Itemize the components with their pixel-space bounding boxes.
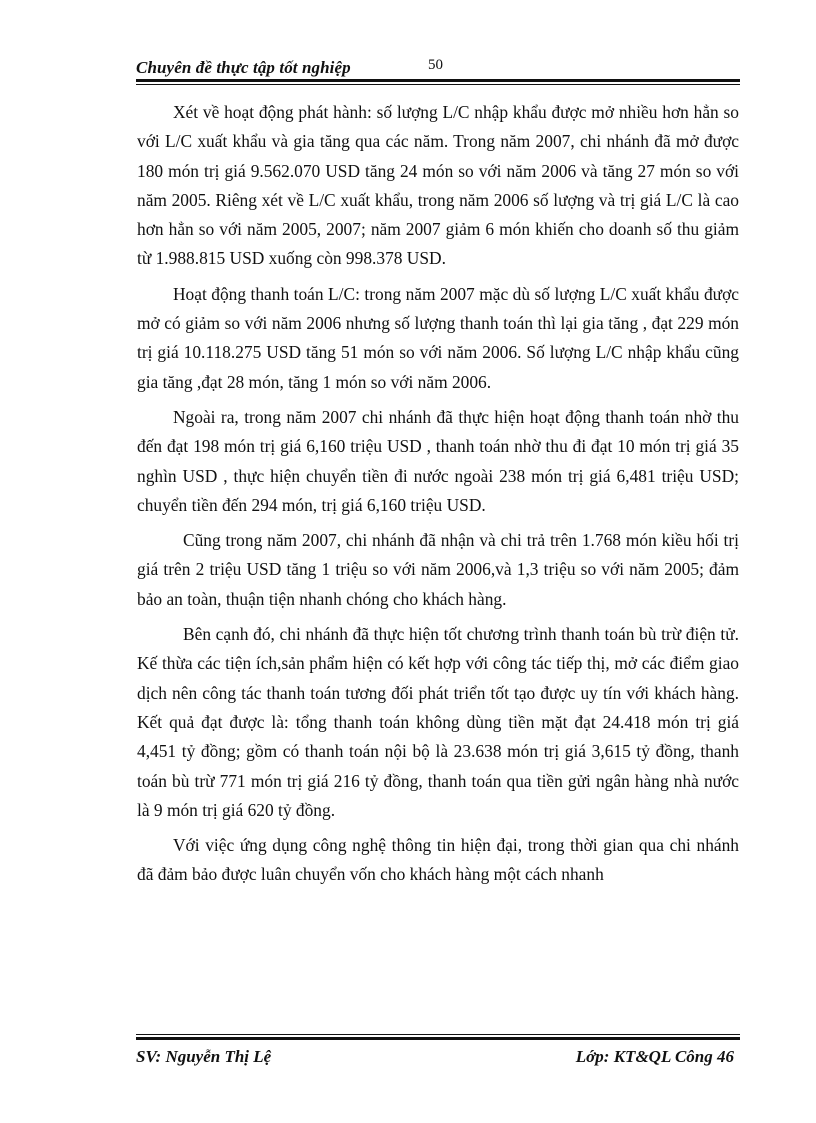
page-footer [136,1047,740,1071]
paragraph-remittances: Cũng trong năm 2007, chi nhánh đã nhận và chi trả trên 1.768 món kiều hối trị giá trên 2 triệu USD tăng 1 triệu so với năm 2006,và 1,3 triệu so với năm 2005; đảm bảo an toàn, thuận tiện nhanh chóng cho khách hàng. [137,530,739,609]
paragraph-collections-transfers: Ngoài ra, trong năm 2007 chi nhánh đã thực hiện hoạt động thanh toán nhờ thu đến đạt 198 món trị giá 6,160 triệu USD , thanh toán nhờ thu đi đạt 10 món trị giá 35 nghìn USD , thực hiện chuyển tiền đi nước ngoài 238 món trị giá 6,481 triệu USD; chuyển tiền đến 294 món, trị giá 6,160 triệu USD. [137,406,739,515]
paragraph-lc-payment: Hoạt động thanh toán L/C: trong năm 2007 mặc dù số lượng L/C xuất khẩu được mở có giảm so với năm 2006 nhưng số lượng thanh toán thì lại gia tăng , đạt 229 món trị giá 10.118.275 USD tăng 51 món so với năm 2006. Số lượng L/C nhập khẩu cũng gia tăng ,đạt 28 món, tăng 1 món so với năm 2006. [137,283,739,392]
page-number: 50 [428,57,443,73]
class-name: Lớp: KT&QL Công 46 [575,1047,734,1066]
page-header [136,50,740,82]
paragraph-it-application: Với việc ứng dụng công nghệ thông tin hiện đại, trong thời gian qua chi nhánh đã đảm bảo được luân chuyển vốn cho khách hàng một cách nhanh [137,835,739,885]
paragraph-issuance: Xét về hoạt động phát hành: số lượng L/C nhập khẩu được mở nhiều hơn hẳn so với L/C xuất khẩu và gia tăng qua các năm. Trong năm 2007, chi nhánh đã mở được 180 món trị giá 9.562.070 USD tăng 24 món so với năm 2006 và tăng 27 món so với năm 2005. Riêng xét về L/C xuất khẩu, trong năm 2006 số lượng và trị giá L/C là cao hơn hẳn so với năm 2005, 2007; năm 2007 giảm 6 món khiến cho doanh số thu giảm từ 1.988.815 USD xuống còn 998.378 USD. [137,102,739,269]
footer-divider [136,1037,740,1040]
footer-divider-thin [136,1034,740,1035]
header-divider [136,79,740,82]
student-name: SV: Nguyễn Thị Lệ [136,1047,272,1066]
paragraph-clearing: Bên cạnh đó, chi nhánh đã thực hiện tốt chương trình thanh toán bù trừ điện tử. Kế thừa các tiện ích,sản phẩm hiện có kết hợp với công tác tiếp thị, mở các điểm giao dịch nên công tác thanh toán tương đối phát triển tốt tạo được uy tín với khách hàng. Kết quả đạt được là: tổng thanh toán không dùng tiền mặt đạt 24.418 món trị giá 4,451 tỷ đồng; gồm có thanh toán nội bộ là 23.638 món trị giá 3,615 tỷ đồng, thanh toán bù trừ 771 món trị giá 216 tỷ đồng, thanh toán qua tiền gửi ngân hàng nhà nước là 9 món trị giá 620 tỷ đồng. [137,624,739,820]
document-title: Chuyên đề thực tập tốt nghiệp [136,58,351,77]
body-text [137,98,739,896]
header-divider-thin [136,84,740,85]
